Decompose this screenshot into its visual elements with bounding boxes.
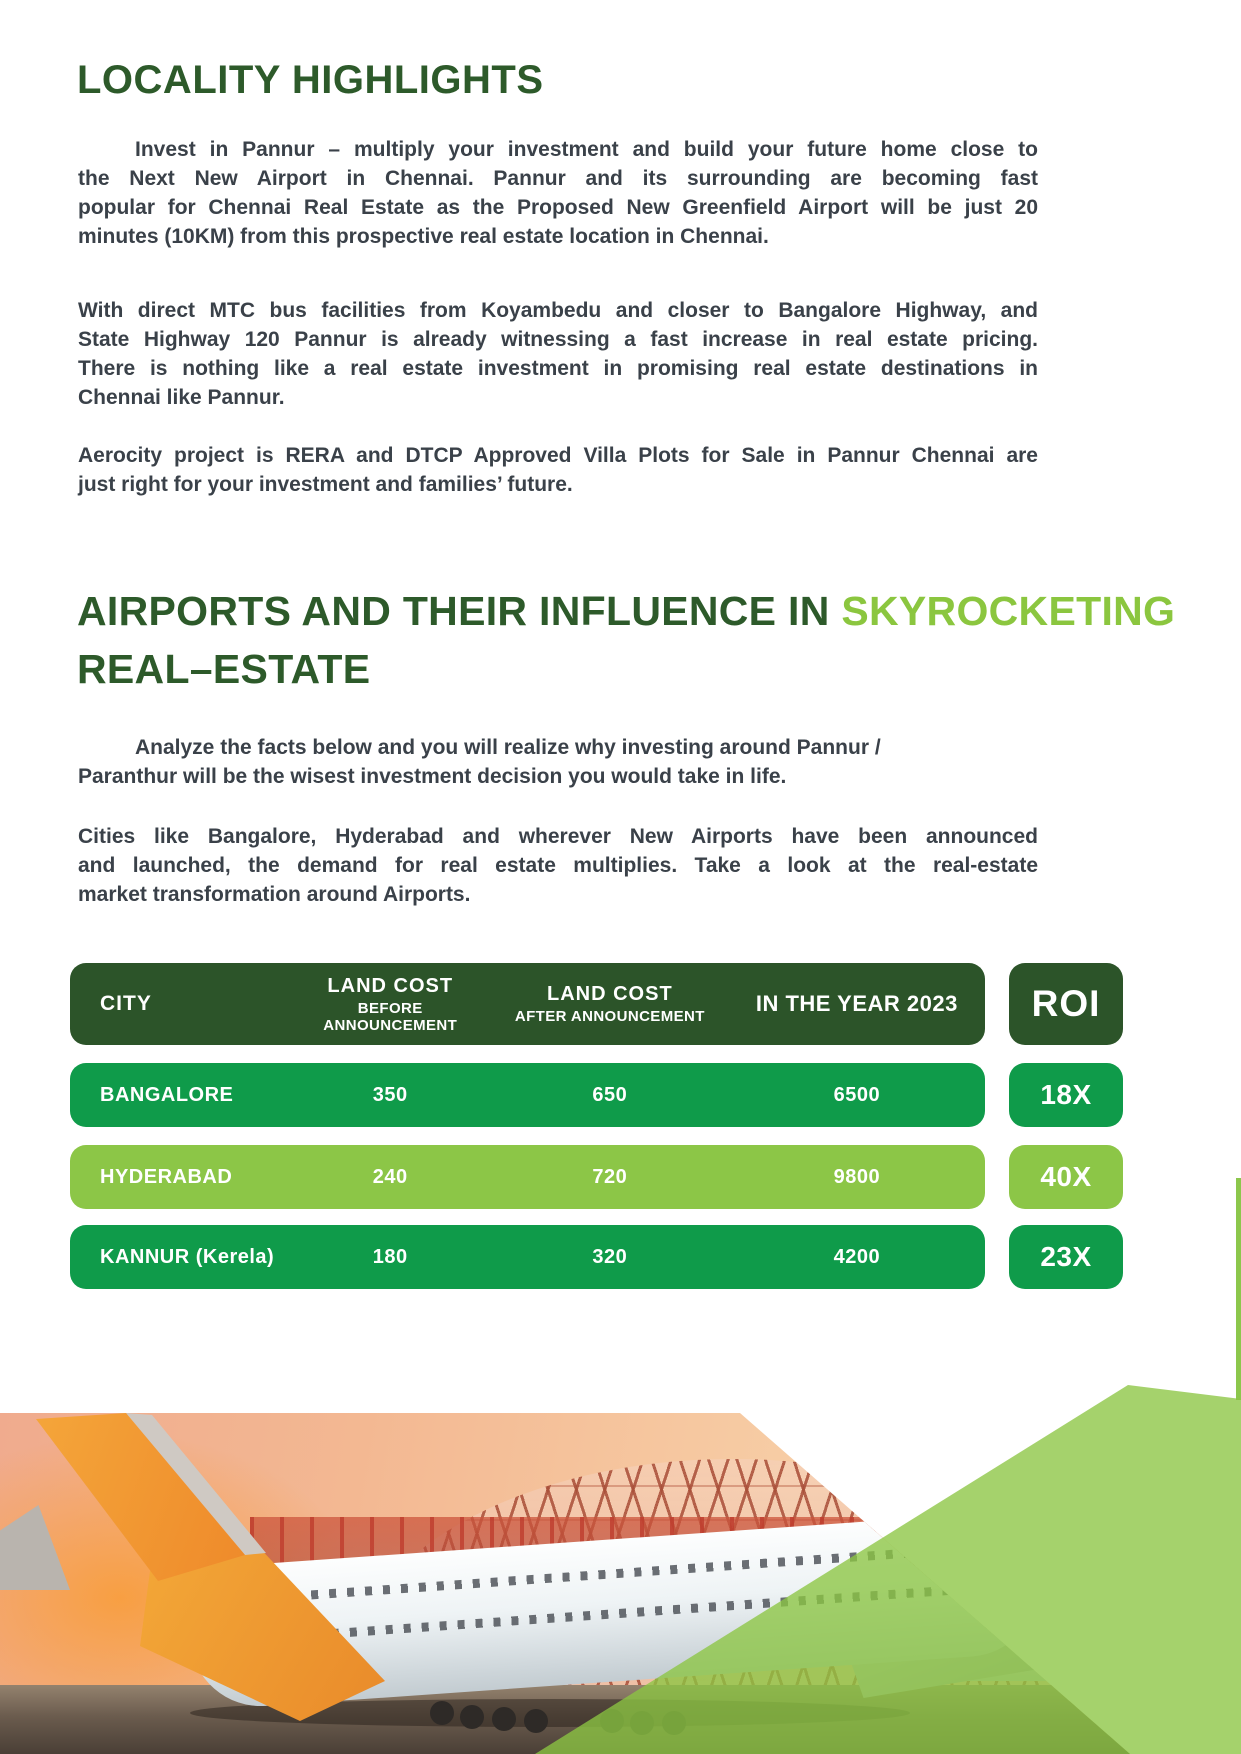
- landing-gear-wheel: [492, 1707, 516, 1731]
- paragraph-line: [78, 762, 1038, 791]
- paragraph-line: minutes (10KM) from this prospective real estate location in Chennai.: [78, 225, 769, 248]
- city-cell: BANGALORE: [100, 1083, 234, 1106]
- landing-gear-wheel: [460, 1705, 484, 1729]
- paragraph-line: Aerocity project is RERA and DTCP Approved Villa Plots for Sale in Pannur Chennai are: [78, 444, 1038, 467]
- roi-cell-kannur: 23X: [1009, 1225, 1123, 1289]
- table-row-bangalore: [70, 1063, 985, 1127]
- paragraph-line: Analyze the facts below and you will realize why investing around Pannur /: [135, 736, 881, 759]
- roi-header-box: ROI: [1009, 963, 1123, 1045]
- land-cost-before-cell: 180: [372, 1245, 408, 1268]
- column-header-land-cost-after: [491, 983, 729, 1025]
- paragraph-line: State Highway 120 Pannur is already witnessing a fast increase in real estate pricing.: [78, 328, 1038, 351]
- locality-paragraph-2: [78, 296, 1038, 412]
- airports-paragraph-2: [78, 822, 1038, 909]
- year-2023-cell: 9800: [833, 1165, 881, 1188]
- airports-paragraph-1: [78, 733, 1038, 791]
- column-header-line: LAND COST: [547, 983, 673, 1005]
- land-cost-before-cell: 240: [372, 1165, 408, 1188]
- land-cost-after-cell: 650: [592, 1083, 628, 1106]
- locality-paragraph-1: [78, 135, 1038, 251]
- column-header-line: BEFORE ANNOUNCEMENT: [323, 999, 458, 1034]
- table-row-hyderabad: [70, 1145, 985, 1209]
- section-title-line-2: REAL–ESTATE: [77, 646, 371, 692]
- section-title-dark-text: AIRPORTS AND THEIR INFLUENCE IN: [77, 588, 842, 634]
- section-title-line-1: [77, 582, 1207, 640]
- city-cell: HYDERABAD: [100, 1165, 233, 1188]
- year-2023-cell: 4200: [833, 1245, 881, 1268]
- invest-bold-text: Invest: [135, 138, 196, 161]
- paragraph-text: Paranthur will be the: [78, 765, 291, 788]
- paragraph-line: just right for your investment and families’ future.: [78, 473, 573, 496]
- roi-cell-hyderabad: 40X: [1009, 1145, 1123, 1209]
- paragraph-line: the Next New Airport in Chennai. Pannur and its surrounding are becoming fast: [78, 167, 1038, 190]
- land-cost-after-cell: 320: [592, 1245, 628, 1268]
- paragraph-line: [78, 135, 1038, 164]
- column-header-year-2023: IN THE YEAR 2023: [755, 991, 958, 1016]
- roi-cell-bangalore: 18X: [1009, 1063, 1123, 1127]
- paragraph-line: market transformation around Airports.: [78, 883, 471, 906]
- section-title-accent-text: SKYROCKETING: [841, 588, 1176, 634]
- landing-gear-wheel: [524, 1709, 548, 1733]
- column-header-city: CITY: [100, 992, 152, 1015]
- page-title: LOCALITY HIGHLIGHTS: [77, 58, 544, 102]
- paragraph-line: Chennai like Pannur.: [78, 386, 285, 409]
- airports-section-title: [77, 582, 1207, 698]
- wisest-investment-bold-text: wisest investment: [290, 765, 472, 788]
- paragraph-line: Cities like Bangalore, Hyderabad and wherever New Airports have been announced: [78, 825, 1038, 848]
- year-2023-cell: 6500: [833, 1083, 881, 1106]
- paragraph-line: and launched, the demand for real estate multiplies. Take a look at the real-estate: [78, 854, 1038, 877]
- column-header-land-cost-before: [290, 975, 491, 1034]
- land-cost-before-cell: 350: [372, 1083, 408, 1106]
- column-header-line: LAND COST: [327, 974, 454, 997]
- right-edge-accent-bar: [1236, 1178, 1241, 1400]
- paragraph-line: There is nothing like a real estate investment in promising real estate destinations in: [78, 357, 1038, 380]
- paragraph-text: in Pannur – multiply your investment and build your future home close to: [195, 138, 1038, 161]
- paragraph-line: popular for Chennai Real Estate as the Proposed New Greenfield Airport will be just 20: [78, 196, 1038, 219]
- landing-gear-wheel: [430, 1701, 454, 1725]
- table-header-row: [70, 963, 985, 1045]
- locality-paragraph-3: [78, 441, 1038, 499]
- paragraph-line: With direct MTC bus facilities from Koyambedu and closer to Bangalore Highway, and: [78, 299, 1038, 322]
- table-row-kannur: [70, 1225, 985, 1289]
- city-cell: KANNUR (Kerela): [100, 1245, 275, 1268]
- column-header-line: AFTER ANNOUNCEMENT: [514, 1008, 705, 1025]
- land-cost-after-cell: 720: [592, 1165, 628, 1188]
- paragraph-text: decision you would take in life.: [471, 765, 787, 788]
